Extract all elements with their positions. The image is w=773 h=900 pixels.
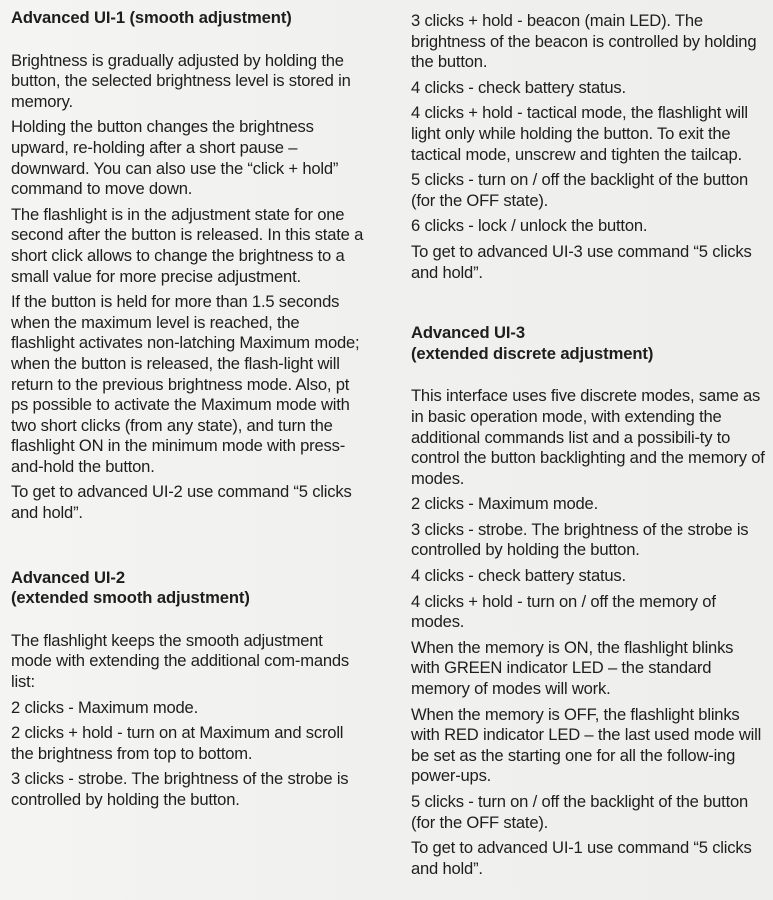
ui3-paragraph: When the memory is OFF, the flashlight blinks with RED indicator LED – the last used mode will be set as the starting one for all the follow-ing power-ups. xyxy=(411,704,762,786)
ui2-paragraph: 2 clicks - Maximum mode. xyxy=(11,697,198,717)
ui2-continued-paragraph: 4 clicks + hold - tactical mode, the flashlight will light only while holding the button. To exit the tactical mode, unscrew and tighten the tailcap. xyxy=(411,103,748,164)
ui3-heading-title: Advanced UI-3 xyxy=(411,323,525,343)
ui2-continued-paragraph: To get to advanced UI-3 use command “5 clicks and hold”. xyxy=(411,241,752,282)
ui1-paragraph: The flashlight is in the adjustment state for one second after the button is released. In this state a short click allows to change the brightness to a small value for more precise adjustment. xyxy=(11,204,364,286)
ui3-paragraph: This interface uses five discrete modes, same as in basic operation mode, with extending the additional commands list and a possibili-ty to control the button backlighting and the memory of modes. xyxy=(411,386,765,488)
ui2-continued-paragraph: 4 clicks - check battery status. xyxy=(411,77,626,97)
ui2-paragraph: 2 clicks + hold - turn on at Maximum and scroll the brightness from top to bottom. xyxy=(11,723,344,763)
ui3-heading xyxy=(411,323,765,364)
ui2-heading-subtitle: (extended smooth adjustment) xyxy=(11,588,250,608)
ui2-continued-paragraph: 6 clicks - lock / unlock the button. xyxy=(411,216,648,236)
ui2-heading-title: Advanced UI-2 xyxy=(11,567,125,587)
ui3-paragraph: 4 clicks + hold - turn on / off the memory of modes. xyxy=(411,591,716,632)
ui2-heading xyxy=(11,568,367,609)
ui2-paragraph: The flashlight keeps the smooth adjustment mode with extending the additional com-mands list: xyxy=(11,630,350,692)
ui3-paragraph: When the memory is ON, the flashlight blinks with GREEN indicator LED – the standard memory of modes will work. xyxy=(411,637,734,699)
ui1-paragraph: Holding the button changes the brightness upward, re-holding after a short pause – downward. You can also use the “click + hold” command to move down. xyxy=(11,117,339,199)
ui3-heading-subtitle: (extended discrete adjustment) xyxy=(411,343,654,363)
ui3-paragraph: To get to advanced UI-1 use command “5 clicks and hold”. xyxy=(411,838,752,878)
ui3-paragraph: 5 clicks - turn on / off the backlight of the button (for the OFF state). xyxy=(411,792,749,832)
ui1-heading: Advanced UI-1 (smooth adjustment) xyxy=(11,8,292,27)
left-column xyxy=(11,0,367,816)
ui3-paragraph: 2 clicks - Maximum mode. xyxy=(411,494,598,514)
ui1-paragraph: If the button is held for more than 1.5 seconds when the maximum level is reached, the flashlight activates non-latching Maximum mode; when the button is released, the flash-light will return to the previous brightness mode. Also, pt ps possible to activate the Maximum mode with two short clicks (from any state), and turn the flashlight ON in the minimum mode with press-and-hold the button. xyxy=(11,292,360,476)
ui3-paragraph: 3 clicks - strobe. The brightness of the strobe is controlled by holding the button. xyxy=(411,519,749,560)
ui3-paragraph: 4 clicks - check battery status. xyxy=(411,566,626,586)
ui2-continued-paragraph: 5 clicks - turn on / off the backlight of the button (for the OFF state). xyxy=(411,170,749,210)
ui1-paragraph: To get to advanced UI-2 use command “5 clicks and hold”. xyxy=(11,482,352,523)
right-column xyxy=(411,0,765,884)
ui1-paragraph: Brightness is gradually adjusted by holding the button, the selected brightness level is stored in memory. xyxy=(11,50,351,111)
ui2-paragraph: 3 clicks - strobe. The brightness of the strobe is controlled by holding the button. xyxy=(11,769,349,809)
ui2-continued-paragraph: 3 clicks + hold - beacon (main LED). The brightness of the beacon is controlled by holding the button. xyxy=(411,11,757,72)
